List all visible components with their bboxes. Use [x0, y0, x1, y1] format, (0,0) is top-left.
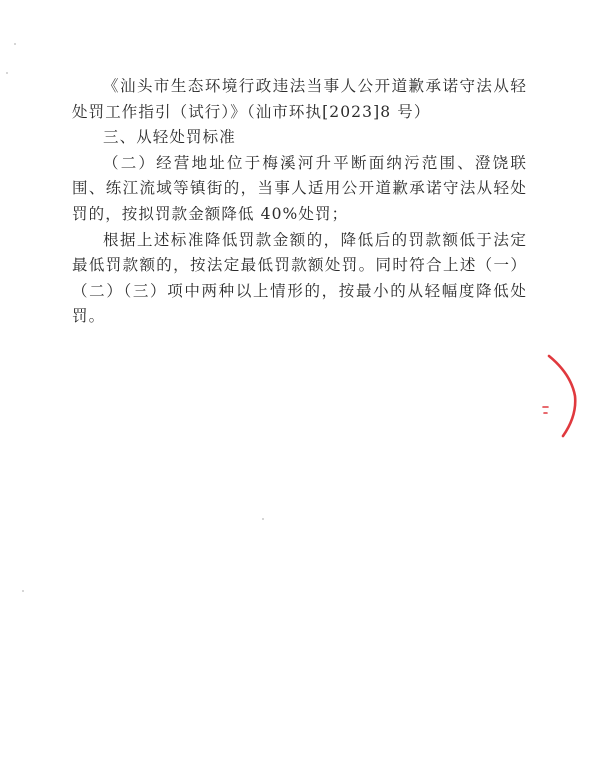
scan-speck [6, 72, 8, 74]
rule-paragraph: 根据上述标准降低罚款金额的，降低后的罚款额低于法定最低罚款额的，按法定最低罚款额处罚。同时符合上述（一）（二）（三）项中两种以上情形的，按最小的从轻幅度降低处罚。 [72, 230, 527, 326]
document-body [72, 74, 527, 330]
citation-paragraph: 《汕头市生态环境行政违法当事人公开道歉承诺守法从轻处罚工作指引（试行）》（汕市环执[2023]8 号） [72, 77, 527, 121]
clause-paragraph: （二）经营地址位于梅溪河升平断面纳污范围、澄饶联围、练江流域等镇街的，当事人适用公开道歉承诺守法从轻处罚的，按拟罚款金额降低 40%处罚； [72, 153, 527, 223]
scan-speck [22, 590, 24, 592]
scan-speck [262, 518, 264, 520]
red-stamp-fragment [541, 352, 591, 442]
scan-speck [14, 43, 16, 45]
section-heading: 三、从轻处罚标准 [103, 128, 236, 147]
